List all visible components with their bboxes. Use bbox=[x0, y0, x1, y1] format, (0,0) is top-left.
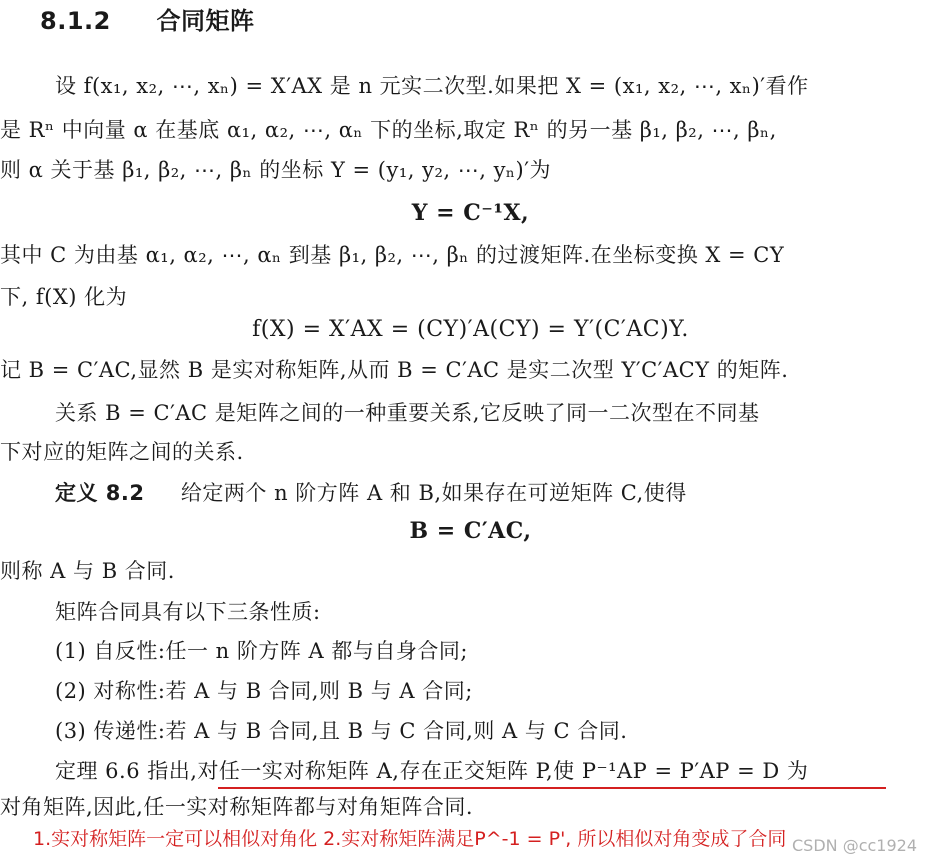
red-underline bbox=[218, 787, 886, 789]
section-title: 合同矩阵 bbox=[156, 7, 255, 35]
property-item-1: (1) 自反性:任一 n 阶方阵 A 都与自身合同; bbox=[55, 639, 468, 663]
red-annotation: 1.实对称矩阵一定可以相似对角化 2.实对称矩阵满足P^-1 = P', 所以相似对角变成了合同 bbox=[33, 828, 787, 850]
formula-coordinate: Y = C⁻¹X, bbox=[411, 200, 530, 226]
paragraph-line-4: 其中 C 为由基 α₁, α₂, ⋯, αₙ 到基 β₁, β₂, ⋯, βₙ 的过渡矩阵.在坐标变换 X = CY bbox=[0, 243, 785, 267]
definition-text: 给定两个 n 阶方阵 A 和 B,如果存在可逆矩阵 C,使得 bbox=[180, 481, 687, 505]
watermark: CSDN @cc1924 bbox=[792, 836, 918, 855]
paragraph-line-8: 下对应的矩阵之间的关系. bbox=[0, 440, 244, 464]
theorem-suffix: 为 bbox=[786, 759, 809, 783]
theorem-highlight: 对任一实对称矩阵 A,存在正交矩阵 P,使 P⁻¹AP = P′AP = D bbox=[197, 759, 780, 783]
formula-transform: f(X) = X′AX = (CY)′A(CY) = Y′(C′AC)Y. bbox=[252, 317, 689, 342]
property-item-3: (3) 传递性:若 A 与 B 合同,且 B 与 C 合同,则 A 与 C 合同. bbox=[55, 719, 628, 743]
paragraph-line-6: 记 B = C′AC,显然 B 是实对称矩阵,从而 B = C′AC 是实二次型 Y′C′ACY 的矩阵. bbox=[0, 358, 789, 382]
theorem-prefix: 定理 6.6 指出, bbox=[55, 759, 198, 783]
definition bbox=[55, 478, 687, 508]
properties-intro: 矩阵合同具有以下三条性质: bbox=[55, 600, 321, 624]
section-number: 8.1.2 bbox=[40, 7, 111, 35]
paragraph-line-2: 是 Rⁿ 中向量 α 在基底 α₁, α₂, ⋯, αₙ 下的坐标,取定 Rⁿ 的另一基 β₁, β₂, ⋯, βₙ, bbox=[0, 118, 777, 142]
property-item-2: (2) 对称性:若 A 与 B 合同,则 B 与 A 合同; bbox=[55, 679, 473, 703]
definition-formula: B = C′AC, bbox=[409, 518, 532, 544]
section-heading bbox=[40, 6, 255, 36]
paragraph-line-5: 下, f(X) 化为 bbox=[0, 285, 128, 309]
definition-conclusion: 则称 A 与 B 合同. bbox=[0, 559, 175, 583]
definition-label: 定义 8.2 bbox=[55, 481, 145, 505]
paragraph-line-1: 设 f(x₁, x₂, ⋯, xₙ) = X′AX 是 n 元实二次型.如果把 X = (x₁, x₂, ⋯, xₙ)′看作 bbox=[55, 74, 809, 98]
paragraph-line-3: 则 α 关于基 β₁, β₂, ⋯, βₙ 的坐标 Y = (y₁, y₂, ⋯, yₙ)′为 bbox=[0, 158, 551, 182]
theorem-line bbox=[55, 756, 808, 786]
paragraph-line-7: 关系 B = C′AC 是矩阵之间的一种重要关系,它反映了同一二次型在不同基 bbox=[55, 401, 760, 425]
theorem-line-2: 对角矩阵,因此,任一实对称矩阵都与对角矩阵合同. bbox=[0, 795, 474, 819]
